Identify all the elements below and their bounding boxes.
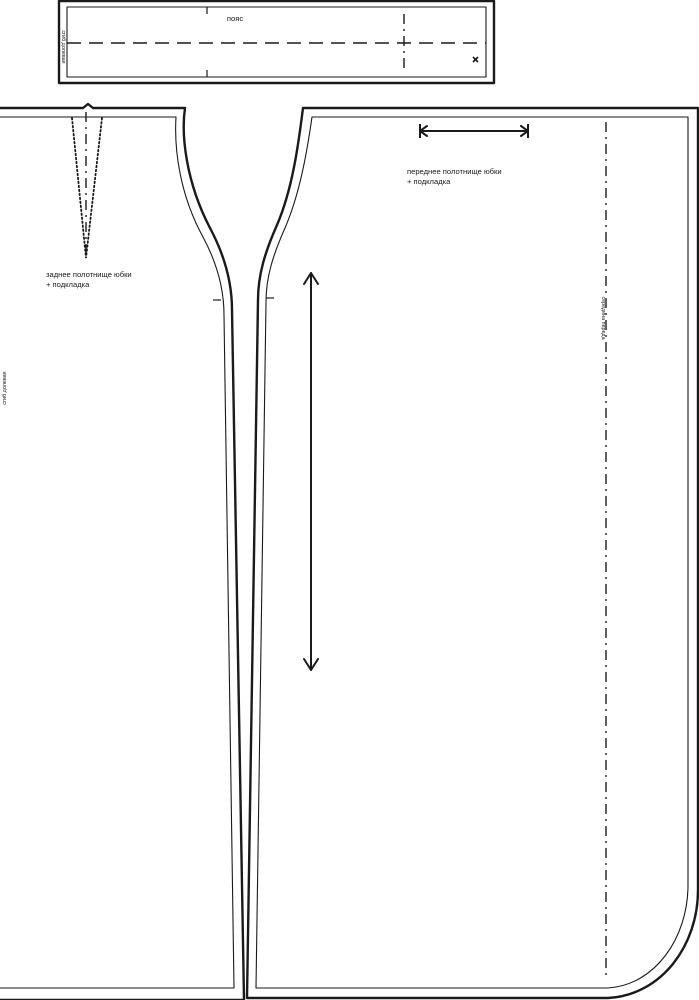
waistband-fold-label: сгиб долевая: [60, 30, 66, 64]
back-panel-name-line2: + подкладка: [46, 280, 90, 289]
front-center-label: середина переда: [600, 296, 606, 340]
back-panel-seam-line: [0, 117, 234, 988]
waistband-name-label: пояс: [226, 14, 244, 23]
front-panel-name-line2: + подкладка: [407, 177, 451, 186]
waistband-outline: [59, 1, 494, 83]
front-panel-piece: [247, 108, 698, 998]
back-panel-outline: [0, 104, 244, 1000]
back-panel-name-line1: заднее полотнище юбки: [46, 270, 132, 279]
cross-mark-icon: [473, 57, 478, 62]
front-panel-outline: [247, 108, 698, 998]
back-panel-fold-label: сгиб долевая: [2, 371, 8, 405]
waistband-seam-line: [67, 7, 486, 77]
back-dart-dotted-line: [72, 118, 102, 258]
front-panel-name-line1: переднее полотнище юбки: [407, 167, 502, 176]
grainline-arrow-icon: [304, 273, 318, 670]
front-waist-dart-arrow: [420, 124, 528, 138]
waistband-piece: [59, 1, 494, 83]
front-panel-seam-line: [256, 117, 688, 988]
back-panel-piece: [0, 104, 244, 1000]
